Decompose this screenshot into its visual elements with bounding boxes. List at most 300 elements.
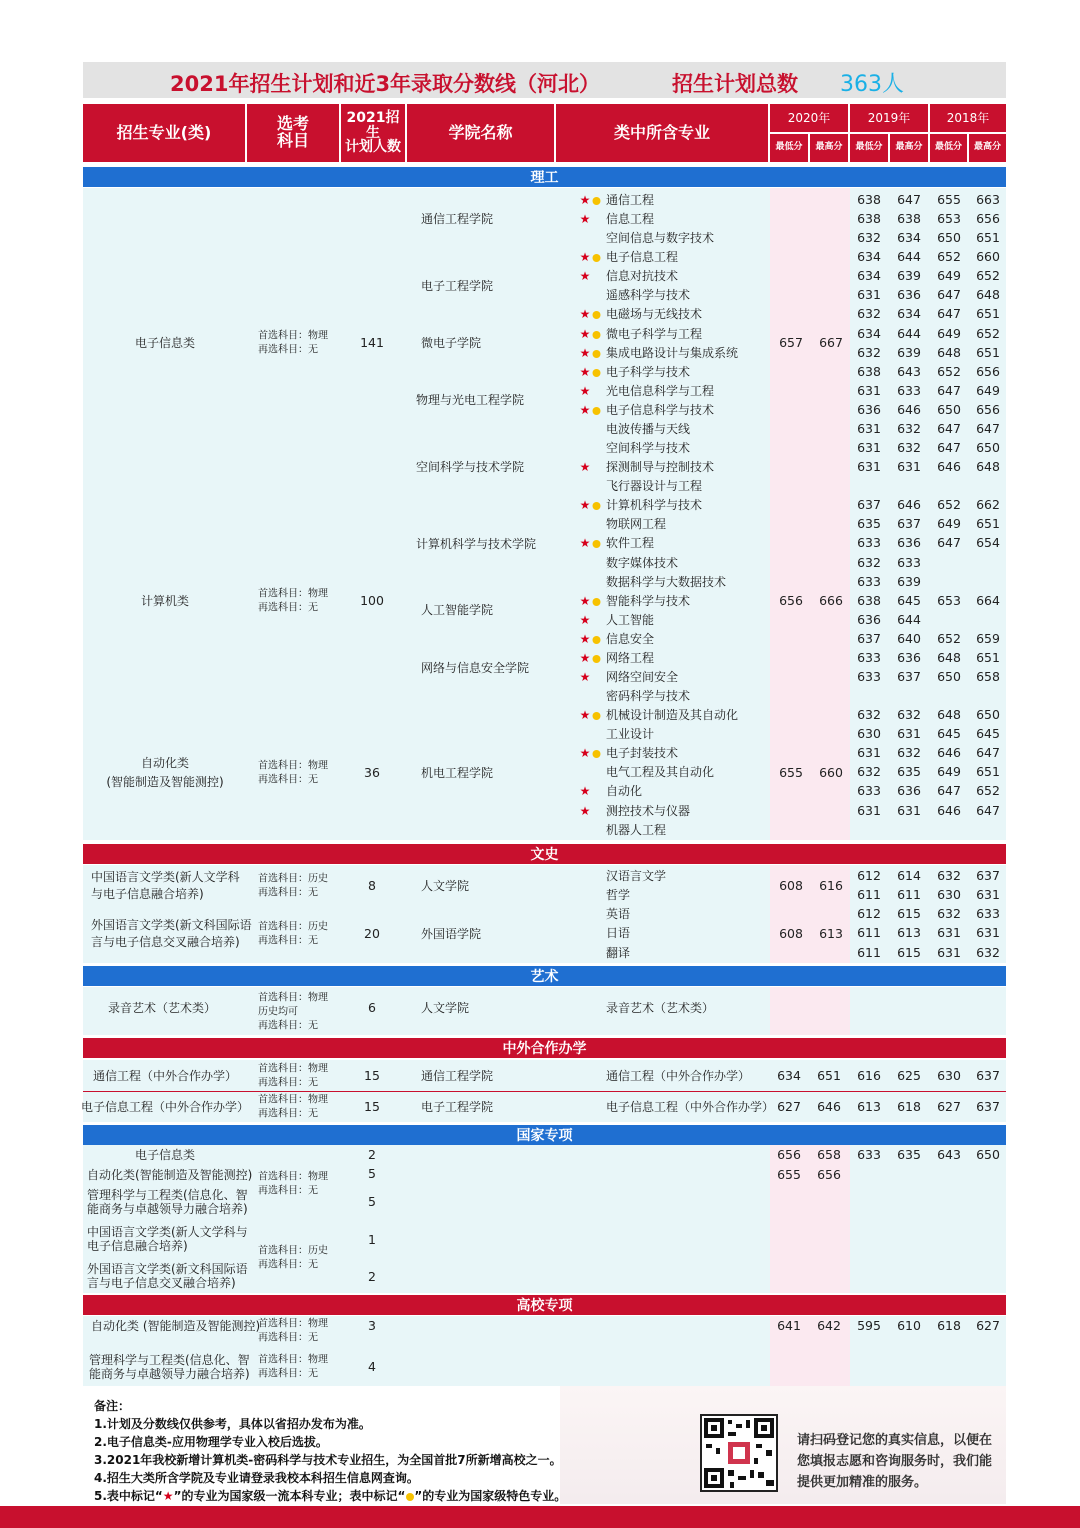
score-cell: 652 — [937, 630, 961, 646]
major-name: 通信工程 — [606, 193, 655, 207]
guojia-name: 管理科学与工程类(信息化、智 — [87, 1188, 248, 1202]
score-cell: 647 — [976, 802, 1000, 818]
score-cell: 634 — [857, 325, 881, 341]
major-name: 智能科学与技术 — [606, 594, 691, 608]
header-2020-min: 最低分 — [770, 134, 808, 162]
score-cell: 644 — [897, 611, 921, 627]
score-cell: 656 — [976, 363, 1000, 379]
major-name: 电子信息工程（中外合作办学） — [606, 1100, 775, 1114]
dot-icon — [592, 499, 601, 511]
score-cell: 651 — [976, 344, 1000, 360]
zhongwai-name: 电子信息工程（中外合作办学） — [80, 1100, 250, 1114]
qr-description — [797, 1430, 992, 1493]
score-cell: 651 — [976, 515, 1000, 531]
score-cell: 649 — [976, 382, 1000, 398]
score-cell: 648 — [976, 286, 1000, 302]
yishu-name: 录音艺术（艺术类） — [107, 1001, 217, 1015]
major-name: 汉语言文学 — [606, 869, 667, 883]
major-name: 网络空间安全 — [606, 670, 679, 684]
score-cell: 647 — [937, 439, 961, 455]
ligong-group-subject: 首选科目：物理 — [258, 588, 328, 600]
score-cell: 653 — [937, 210, 961, 226]
college-name: 人工智能学院 — [421, 603, 494, 617]
score-cell: 631 — [857, 439, 881, 455]
ligong-group-2020-max: 667 — [819, 334, 843, 350]
score-cell: 631 — [897, 458, 921, 474]
header-2018: 2018年 — [930, 104, 1006, 132]
score-cell: 655 — [937, 191, 961, 207]
major-name: 光电信息科学与工程 — [606, 384, 715, 398]
star-icon: ★ — [579, 307, 591, 321]
score-cell: 631 — [857, 744, 881, 760]
section-guojia: 国家专项 — [83, 1125, 1006, 1145]
header-major-class: 招生专业(类) — [83, 104, 245, 162]
score-cell: 656 — [777, 1146, 801, 1162]
score-cell: 632 — [857, 763, 881, 779]
guojia-subject: 再选科目：无 — [258, 1259, 318, 1271]
score-cell: 634 — [857, 267, 881, 283]
major-name: 物联网工程 — [606, 517, 667, 531]
score-cell: 650 — [937, 668, 961, 684]
score-cell: 612 — [857, 867, 881, 883]
score-cell: 615 — [897, 905, 921, 921]
star-icon: ★ — [579, 193, 591, 207]
wenshi-group-name: 与电子信息融合培养) — [91, 887, 204, 901]
score-cell: 646 — [817, 1098, 841, 1114]
score-cell: 633 — [857, 534, 881, 550]
star-icon: ★ — [162, 1489, 174, 1503]
major-name: 电磁场与无线技术 — [606, 307, 703, 321]
major-name: 机械设计制造及其自动化 — [606, 708, 739, 722]
dot-icon — [592, 537, 601, 549]
major-name: 电子信息工程 — [606, 250, 679, 264]
major-name: 空间信息与数字技术 — [606, 231, 715, 245]
score-cell: 649 — [937, 763, 961, 779]
score-cell: 646 — [937, 744, 961, 760]
college-name: 微电子学院 — [421, 336, 482, 350]
ligong-group-plan: 141 — [360, 334, 384, 350]
dot-icon — [592, 328, 601, 340]
ligong-group-name: 自动化类 — [140, 756, 190, 770]
score-cell: 655 — [777, 1166, 801, 1182]
score-cell: 634 — [897, 229, 921, 245]
gaoxiao-subject: 再选科目：无 — [258, 1368, 318, 1380]
ligong-group-2020-min: 657 — [779, 334, 803, 350]
score-cell: 636 — [897, 649, 921, 665]
score-cell: 632 — [937, 905, 961, 921]
score-cell: 653 — [937, 592, 961, 608]
major-name: 数字媒体技术 — [606, 556, 679, 570]
wenshi-2020-max: 613 — [819, 925, 843, 941]
header-college: 学院名称 — [407, 104, 554, 162]
wenshi-group-plan: 8 — [368, 877, 376, 893]
score-cell: 641 — [777, 1317, 801, 1333]
major-name: 电子科学与技术 — [606, 365, 691, 379]
guojia-subject: 再选科目：无 — [258, 1185, 318, 1197]
score-cell: 651 — [976, 763, 1000, 779]
score-cell: 643 — [937, 1146, 961, 1162]
qr-code-icon — [702, 1416, 776, 1490]
dot-icon — [592, 347, 601, 359]
star-icon: ★ — [579, 594, 591, 608]
dot-icon — [592, 404, 601, 416]
major-name: 电子封装技术 — [606, 746, 679, 760]
score-cell: 631 — [897, 725, 921, 741]
score-cell: 652 — [976, 782, 1000, 798]
major-name: 哲学 — [606, 888, 631, 902]
star-icon: ★ — [579, 498, 591, 512]
notes-title: 备注： — [94, 1399, 131, 1413]
gaoxiao-subject: 首选科目：物理 — [258, 1318, 328, 1330]
major-name: 电气工程及其自动化 — [606, 765, 715, 779]
score-cell: 647 — [937, 782, 961, 798]
qr-text-line: 提供更加精准的服务。 — [797, 1475, 928, 1490]
score-cell: 650 — [937, 229, 961, 245]
section-yishu: 艺术 — [83, 966, 1006, 986]
score-cell: 652 — [976, 325, 1000, 341]
major-name: 信息对抗技术 — [606, 269, 679, 283]
score-cell: 632 — [857, 305, 881, 321]
score-cell: 660 — [976, 248, 1000, 264]
ligong-group-name: (智能制造及智能测控) — [106, 775, 224, 789]
header-2020: 2020年 — [770, 104, 848, 132]
college-name: 物理与光电工程学院 — [416, 393, 525, 407]
header-2018-min: 最低分 — [930, 134, 967, 162]
score-cell: 648 — [937, 649, 961, 665]
score-cell: 664 — [976, 592, 1000, 608]
score-cell: 613 — [897, 924, 921, 940]
dot-icon — [592, 633, 601, 645]
score-cell: 651 — [976, 649, 1000, 665]
college-name: 计算机科学与技术学院 — [416, 537, 537, 551]
major-name: 飞行器设计与工程 — [606, 479, 703, 493]
college-name: 人文学院 — [421, 1001, 470, 1015]
zhongwai-subject: 再选科目：无 — [258, 1108, 318, 1120]
star-icon: ★ — [579, 784, 591, 798]
score-cell: 656 — [976, 210, 1000, 226]
total-label: 招生计划总数 — [672, 72, 798, 96]
score-cell: 651 — [817, 1067, 841, 1083]
header-2018-max: 最高分 — [969, 134, 1006, 162]
dot-icon — [592, 194, 601, 206]
ligong-group-subject: 再选科目：无 — [258, 774, 318, 786]
note-text: ”的专业为国家级特色专业。 — [414, 1489, 567, 1503]
college-name: 通信工程学院 — [421, 1069, 494, 1083]
score-cell: 649 — [937, 515, 961, 531]
star-icon: ★ — [579, 384, 591, 398]
major-name: 集成电路设计与集成系统 — [606, 346, 739, 360]
score-cell: 636 — [857, 611, 881, 627]
score-cell: 646 — [937, 458, 961, 474]
notes — [94, 1397, 566, 1505]
score-cell: 610 — [897, 1317, 921, 1333]
guojia-name: 外国语言文学类(新文科国际语 — [87, 1262, 248, 1276]
wenshi-group-subject: 再选科目：无 — [258, 935, 318, 947]
score-cell: 646 — [897, 496, 921, 512]
score-cell: 631 — [976, 886, 1000, 902]
star-icon: ★ — [579, 536, 591, 550]
guojia-name: 自动化类(智能制造及智能测控) — [87, 1168, 253, 1182]
ligong-group-plan: 36 — [364, 764, 380, 780]
star-icon: ★ — [579, 746, 591, 760]
major-name: 数据科学与大数据技术 — [606, 575, 727, 589]
score-cell: 618 — [897, 1098, 921, 1114]
college-name: 空间科学与技术学院 — [416, 460, 525, 474]
score-cell: 627 — [976, 1317, 1000, 1333]
score-cell: 614 — [897, 867, 921, 883]
gaoxiao-plan: 3 — [368, 1317, 376, 1333]
score-cell: 638 — [857, 592, 881, 608]
score-cell: 649 — [937, 325, 961, 341]
college-name: 网络与信息安全学院 — [421, 661, 530, 675]
major-name: 微电子科学与工程 — [606, 327, 703, 341]
score-cell: 658 — [817, 1146, 841, 1162]
score-cell: 638 — [857, 191, 881, 207]
zhongwai-subject: 再选科目：无 — [258, 1077, 318, 1089]
score-cell: 635 — [897, 1146, 921, 1162]
wenshi-2020-max: 616 — [819, 877, 843, 893]
guojia-subject: 首选科目：历史 — [258, 1245, 328, 1257]
qr-text-line: 您填报志愿和咨询服务时，我们能 — [797, 1454, 993, 1469]
major-name: 探测制导与控制技术 — [606, 460, 715, 474]
score-cell: 611 — [857, 924, 881, 940]
note-item: 3.2021年我校新增计算机类-密码科学与技术专业招生，为全国首批7所新增高校之一。 — [94, 1453, 562, 1467]
zhongwai-plan: 15 — [364, 1098, 380, 1114]
yishu-subject: 首选科目：物理 — [258, 992, 328, 1004]
score-cell: 630 — [857, 725, 881, 741]
major-name: 日语 — [606, 926, 631, 940]
major-name: 翻译 — [606, 946, 631, 960]
score-cell: 642 — [817, 1317, 841, 1333]
row-divider — [83, 1091, 1006, 1092]
score-cell: 650 — [976, 1146, 1000, 1162]
score-cell: 647 — [937, 534, 961, 550]
major-name: 机器人工程 — [606, 823, 667, 837]
dot-icon — [592, 709, 601, 721]
score-cell: 645 — [937, 725, 961, 741]
dot-icon — [592, 366, 601, 378]
score-cell: 631 — [857, 802, 881, 818]
ligong-group-2020-min: 656 — [779, 592, 803, 608]
ligong-group-name: 计算机类 — [140, 594, 190, 608]
score-cell: 631 — [976, 924, 1000, 940]
zhongwai-name: 通信工程（中外合作办学） — [92, 1069, 238, 1083]
score-cell: 631 — [937, 944, 961, 960]
major-name: 自动化 — [606, 784, 643, 798]
score-cell: 631 — [857, 286, 881, 302]
note-item — [94, 1487, 566, 1505]
guojia-plan: 2 — [368, 1268, 376, 1284]
score-cell: 611 — [897, 886, 921, 902]
score-cell: 650 — [976, 706, 1000, 722]
guojia-name: 电子信息类 — [134, 1148, 196, 1162]
ligong-group-subject: 再选科目：无 — [258, 602, 318, 614]
guojia-name: 言与电子信息交叉融合培养) — [87, 1276, 236, 1290]
score-cell: 633 — [897, 554, 921, 570]
guojia-plan: 5 — [368, 1165, 376, 1181]
college-name: 外国语学院 — [421, 927, 482, 941]
score-cell: 634 — [857, 248, 881, 264]
score-cell: 663 — [976, 191, 1000, 207]
header-2019-max: 最高分 — [890, 134, 928, 162]
score-cell: 612 — [857, 905, 881, 921]
score-cell: 638 — [897, 210, 921, 226]
score-cell: 611 — [857, 944, 881, 960]
score-cell: 639 — [897, 344, 921, 360]
score-cell: 645 — [897, 592, 921, 608]
score-cell: 638 — [857, 210, 881, 226]
score-cell: 633 — [857, 782, 881, 798]
score-cell: 647 — [937, 420, 961, 436]
score-cell: 650 — [976, 439, 1000, 455]
score-cell: 634 — [897, 305, 921, 321]
score-cell: 631 — [897, 802, 921, 818]
score-cell: 647 — [976, 744, 1000, 760]
star-icon: ★ — [579, 613, 591, 627]
score-cell: 636 — [897, 534, 921, 550]
ligong-2020-bg — [770, 188, 850, 840]
score-cell: 637 — [897, 515, 921, 531]
score-cell: 633 — [976, 905, 1000, 921]
score-cell: 636 — [897, 286, 921, 302]
dot-icon — [592, 308, 601, 320]
score-cell: 632 — [857, 229, 881, 245]
header-plan: 2021招生 计划人数 — [341, 104, 405, 162]
gaoxiao-name: 管理科学与工程类(信息化、智 — [89, 1353, 250, 1367]
score-cell: 637 — [897, 668, 921, 684]
score-cell: 654 — [976, 534, 1000, 550]
college-name: 人文学院 — [421, 879, 470, 893]
dot-icon — [592, 747, 601, 759]
star-icon: ★ — [579, 212, 591, 226]
yishu-subject: 历史均可 — [258, 1006, 298, 1018]
footer-bar — [0, 1506, 1080, 1528]
score-cell: 647 — [976, 420, 1000, 436]
note-text: 5.表中标记“ — [94, 1489, 163, 1503]
major-name: 电子信息科学与技术 — [606, 403, 715, 417]
score-cell: 632 — [897, 420, 921, 436]
gaoxiao-subject: 再选科目：无 — [258, 1332, 318, 1344]
major-name: 通信工程（中外合作办学） — [606, 1069, 751, 1083]
star-icon: ★ — [579, 651, 591, 665]
wenshi-group-subject: 首选科目：历史 — [258, 921, 328, 933]
score-cell: 637 — [976, 1067, 1000, 1083]
zhongwai-subject: 首选科目：物理 — [258, 1063, 328, 1075]
score-cell: 618 — [937, 1317, 961, 1333]
total-value: 363人 — [840, 72, 904, 97]
note-item: 4.招生大类所含学院及专业请登录我校本科招生信息网查询。 — [94, 1471, 419, 1485]
score-cell: 595 — [857, 1317, 881, 1333]
star-icon: ★ — [579, 670, 591, 684]
zhongwai-subject: 首选科目：物理 — [258, 1094, 328, 1106]
wenshi-group-subject: 首选科目：历史 — [258, 873, 328, 885]
dot-icon — [592, 251, 601, 263]
ligong-group-plan: 100 — [360, 592, 384, 608]
header-subject: 选考 科目 — [247, 104, 339, 162]
score-cell: 632 — [897, 706, 921, 722]
score-cell: 636 — [857, 401, 881, 417]
yishu-plan: 6 — [368, 999, 376, 1015]
score-cell: 658 — [976, 668, 1000, 684]
section-ligong: 理工 — [83, 167, 1006, 187]
star-icon: ★ — [579, 365, 591, 379]
yishu-2020-bg — [770, 987, 850, 1035]
college-name: 通信工程学院 — [421, 212, 494, 226]
score-cell: 644 — [897, 248, 921, 264]
gaoxiao-subject: 首选科目：物理 — [258, 1354, 328, 1366]
score-cell: 635 — [857, 515, 881, 531]
score-cell: 632 — [937, 867, 961, 883]
guojia-plan: 1 — [368, 1231, 376, 1247]
score-cell: 633 — [857, 573, 881, 589]
star-icon: ★ — [579, 327, 591, 341]
score-cell: 631 — [937, 924, 961, 940]
score-cell: 625 — [897, 1067, 921, 1083]
major-name: 测控技术与仪器 — [606, 804, 691, 818]
gaoxiao-name: 能商务与卓越领导力融合培养) — [89, 1367, 250, 1381]
score-cell: 650 — [937, 401, 961, 417]
header-2019-min: 最低分 — [850, 134, 888, 162]
note-text: ”的专业为国家级一流本科专业；表中标记“ — [173, 1489, 406, 1503]
ligong-group-2020-min: 655 — [779, 764, 803, 780]
header-majors: 类中所含专业 — [556, 104, 768, 162]
score-cell: 632 — [857, 344, 881, 360]
score-cell: 652 — [937, 496, 961, 512]
score-cell: 652 — [976, 267, 1000, 283]
major-name: 英语 — [606, 907, 631, 921]
score-cell: 651 — [976, 229, 1000, 245]
major-name: 密码科学与技术 — [606, 689, 691, 703]
gaoxiao-plan: 4 — [368, 1358, 376, 1374]
major-name: 电波传播与天线 — [606, 422, 691, 436]
header-2020-max: 最高分 — [810, 134, 848, 162]
guojia-plan: 5 — [368, 1193, 376, 1209]
score-cell: 652 — [937, 248, 961, 264]
score-cell: 662 — [976, 496, 1000, 512]
score-cell: 633 — [857, 668, 881, 684]
dot-icon — [592, 652, 601, 664]
section-wenshi: 文史 — [83, 844, 1006, 864]
star-icon: ★ — [579, 632, 591, 646]
score-cell: 637 — [857, 496, 881, 512]
major-name: 人工智能 — [606, 613, 655, 627]
section-zhongwai: 中外合作办学 — [83, 1038, 1006, 1058]
dot-icon — [592, 595, 601, 607]
score-cell: 632 — [857, 706, 881, 722]
score-cell: 631 — [857, 420, 881, 436]
score-cell: 636 — [897, 782, 921, 798]
page-title: 2021年招生计划和近3年录取分数线（河北） — [170, 72, 601, 96]
score-cell: 616 — [857, 1067, 881, 1083]
star-icon: ★ — [579, 346, 591, 360]
score-cell: 633 — [897, 382, 921, 398]
yishu-subject: 再选科目：无 — [258, 1020, 318, 1032]
score-cell: 637 — [976, 1098, 1000, 1114]
score-cell: 652 — [937, 363, 961, 379]
ligong-group-2020-max: 666 — [819, 592, 843, 608]
qr-code[interactable] — [700, 1414, 778, 1492]
ligong-group-name: 电子信息类 — [134, 336, 196, 350]
score-cell: 634 — [777, 1067, 801, 1083]
score-cell: 647 — [937, 305, 961, 321]
college-name: 机电工程学院 — [421, 766, 494, 780]
score-cell: 647 — [937, 382, 961, 398]
qr-text-line: 请扫码登记您的真实信息，以便在 — [797, 1433, 993, 1448]
score-cell: 639 — [897, 573, 921, 589]
score-cell: 648 — [937, 706, 961, 722]
ligong-group-subject: 再选科目：无 — [258, 344, 318, 356]
score-cell: 640 — [897, 630, 921, 646]
